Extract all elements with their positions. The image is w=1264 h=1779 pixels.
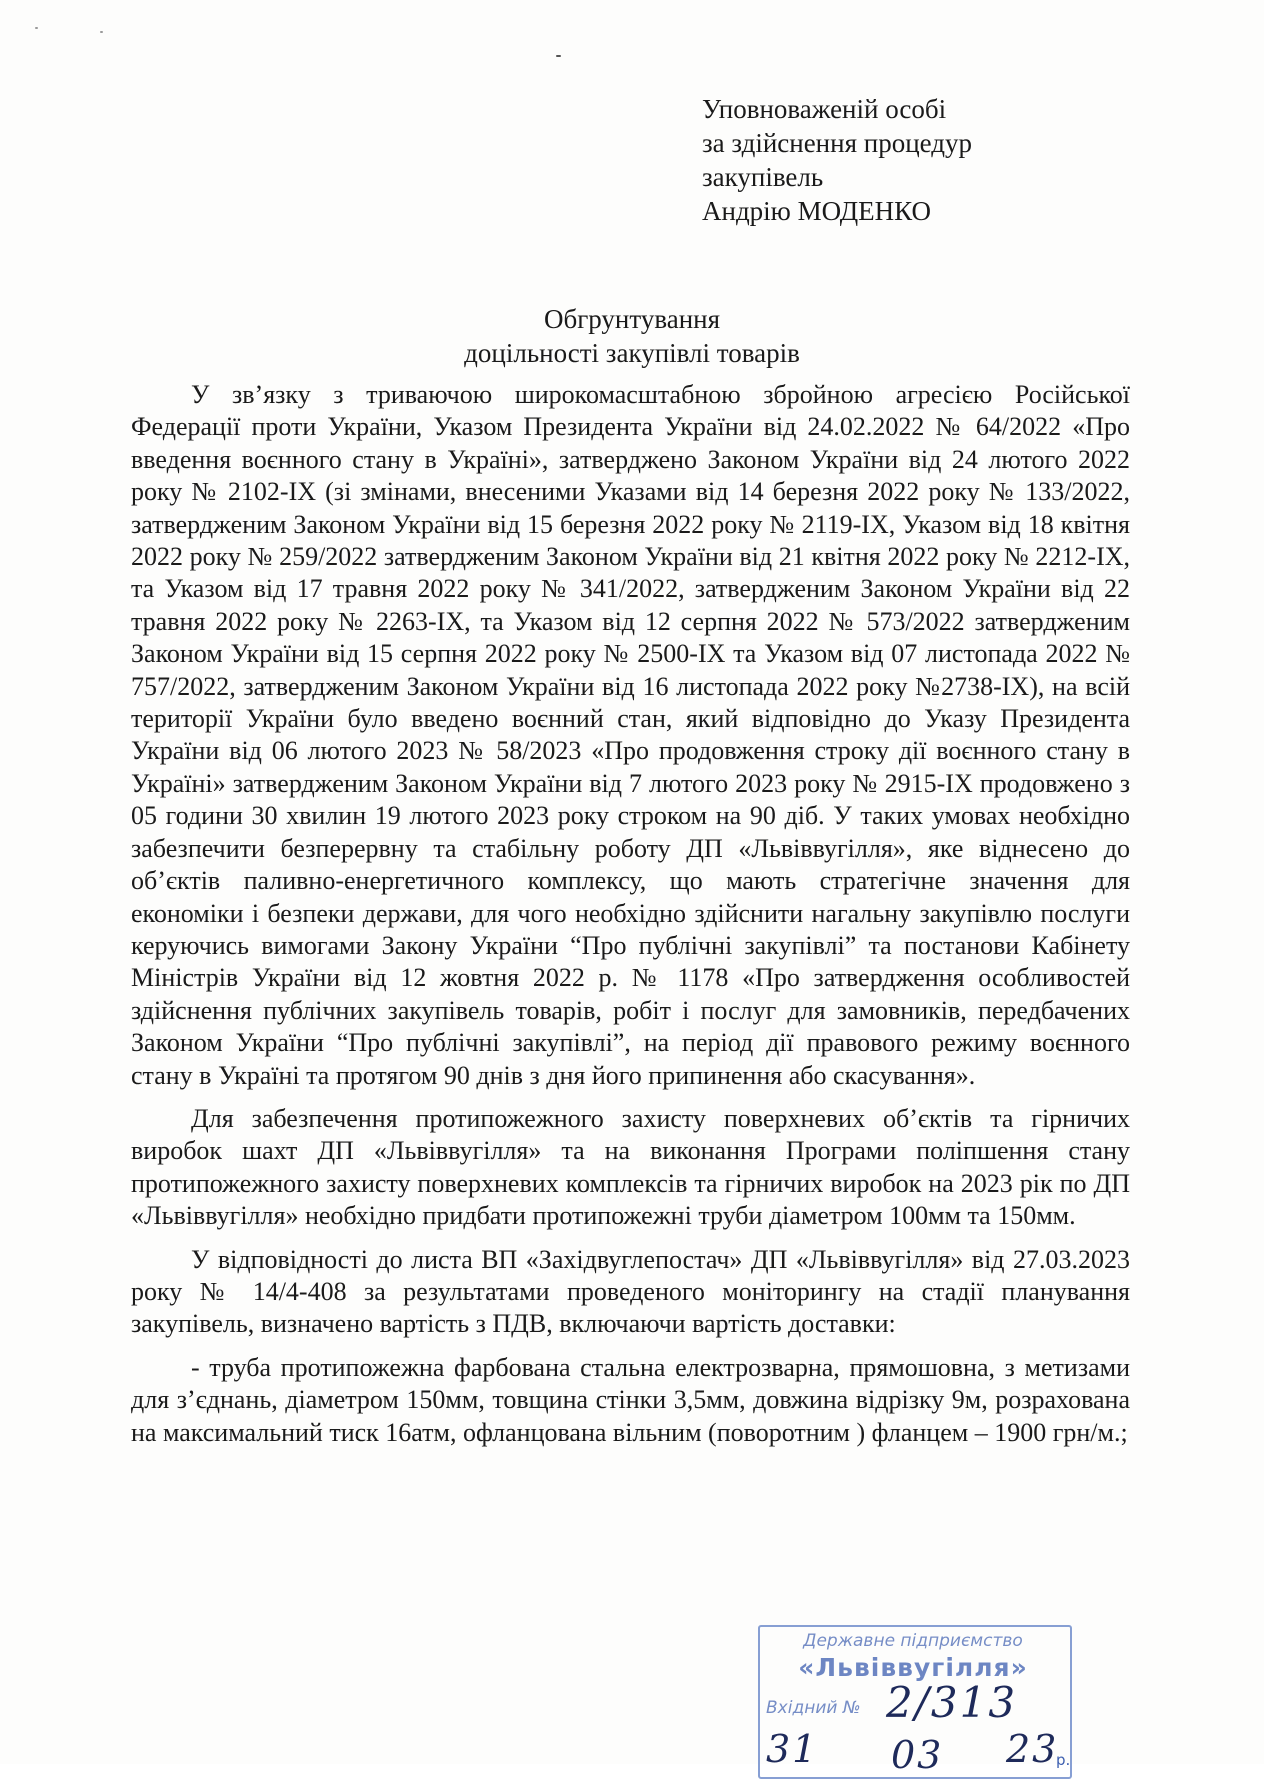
document-title	[0, 302, 1264, 370]
stamp-incoming-number: 2/313	[886, 1678, 1018, 1727]
scan-speck	[35, 27, 38, 29]
stamp-month: 03	[891, 1733, 944, 1777]
stamp-year: 23	[1006, 1727, 1059, 1771]
scan-speck	[556, 55, 561, 57]
scan-speck	[100, 31, 103, 33]
stamp-day: 31	[766, 1727, 819, 1771]
body-paragraph: Для забезпечення протипожежного захисту поверхневих об’єктів та гірничих виробок шахт ДП «Львіввугілля» та на виконання Програми поліпшення стану протипожежного захисту поверхневих комплексів та гірничих виробок на 2023 рік по ДП «Львіввугілля» необхідно придбати протипожежні труби діаметром 100мм та 150мм.	[131, 1103, 1130, 1231]
addressee-line: Уповноваженій особі	[702, 94, 947, 124]
registration-stamp	[756, 1623, 1076, 1777]
stamp-incoming-label: Вхідний №	[766, 1698, 861, 1718]
stamp-year-suffix: р.	[1056, 1751, 1071, 1769]
document-body	[131, 379, 1130, 1449]
stamp-company-name: «Львіввугілля»	[798, 1653, 1028, 1682]
title-line-1: Обгрунтування	[543, 304, 721, 334]
addressee-line: закупівель	[702, 162, 824, 192]
body-paragraph: У зв’язку з триваючою широкомасштабною збройною агресією Російської Федерації проти України, Указом Президента України від 24.02.2022 № 64/2022 «Про введення воєнного стану в Україні», затверджено Законом України від 24 лютого 2022 року № 2102-IX (зі змінами, внесеними Указами від 14 березня 2022 року № 133/2022, затвердженим Законом України від 15 березня 2022 року № 2119-IX, Указом від 18 квітня 2022 року № 259/2022 затвердженим Законом України від 21 квітня 2022 року № 2212-IX, та Указом від 17 травня 2022 року № 341/2022, затвердженим Законом України від 22 травня 2022 року № 2263-IX, та Указом від 12 серпня 2022 № 573/2022 затвердженим Законом України від 15 серпня 2022 року № 2500-IX та Указом від 07 листопада 2022 № 757/2022, затвердженим Законом України від 16 листопада 2022 року №2738-IX), на всій території України було введено воєнний стан, який відповідно до Указу Президента України від 06 лютого 2023 № 58/2023 «Про продовження строку дії воєнного стану в Україні» затвердженим Законом України від 7 лютого 2023 року № 2915-IX продовжено з 05 години 30 хвилин 19 лютого 2023 року строком на 90 діб. У таких умовах необхідно забезпечити безперервну та стабільну роботу ДП «Львіввугілля», яке віднесено до об’єктів паливно-енергетичного комплексу, що мають стратегічне значення для економіки і безпеки держави, для чого необхідно здійснити нагальну закупівлю послуги керуючись вимогами Закону України “Про публічні закупівлі” та постанови Кабінету Міністрів України від 12 жовтня 2022 р. № 1178 «Про затвердження особливостей здійснення публічних закупівель товарів, робіт і послуг для замовників, передбачених Законом України “Про публічні закупівлі”, на період дії правового режиму воєнного стану в Україні та протягом 90 днів з дня його припинення або скасування».	[131, 380, 1130, 1090]
addressee-line: за здійснення процедур	[702, 128, 973, 158]
addressee-name: Андрію МОДЕНКО	[702, 196, 932, 226]
list-item: - труба протипожежна фарбована стальна електрозварна, прямошовна, з метизами для з’єднань, діаметром 150мм, товщина стінки 3,5мм, довжина відрізку 9м, розрахована на максимальний тиск 16атм, офланцована вільним (поворотним ) фланцем – 1900 грн/м.;	[131, 1352, 1130, 1447]
body-paragraph: У відповідності до листа ВП «Західвуглепостач» ДП «Львіввугілля» від 27.03.2023 року № 14/4-408 за результатами проведеного моніторингу на стадії планування закупівель, визначено вартість з ПДВ, включаючи вартість доставки:	[131, 1244, 1130, 1339]
stamp-org: Державне підприємство	[803, 1631, 1023, 1651]
title-line-2: доцільності закупівлі товарів	[464, 338, 800, 368]
addressee-block	[702, 92, 972, 228]
